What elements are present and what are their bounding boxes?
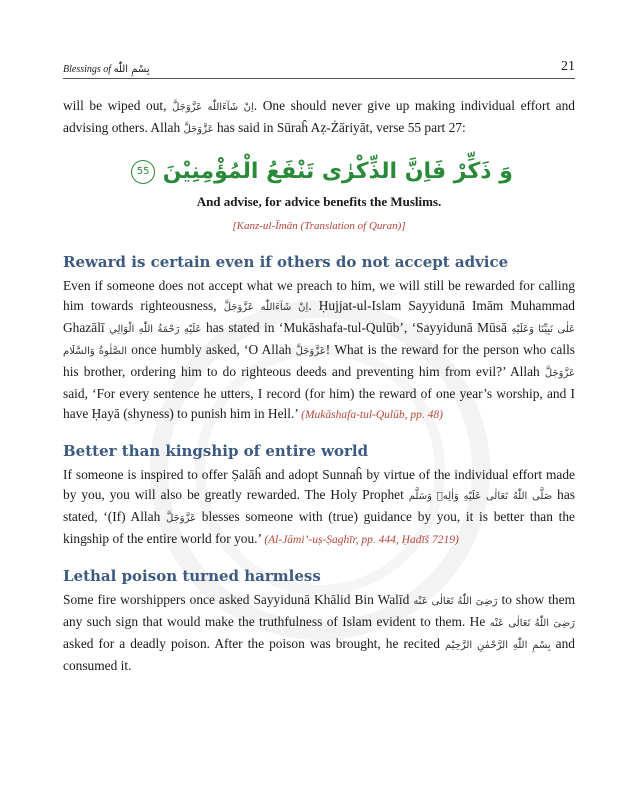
page-number: 21 [561,59,575,74]
paragraph-text: has stated in ‘Mukāshafa-tul-Qulūb’, ‘Sayyidunā Mūsā [201,320,512,335]
paragraph-arabic: بِسْمِ اللّٰهِ الرَّحْمٰنِ الرَّحِيْم [444,640,551,651]
intro-paragraph [63,96,575,140]
header-title-arabic: بِسْمِ اللّٰه [113,64,150,75]
section-heading: Reward is certain even if others do not accept advice [63,253,509,271]
paragraph-arabic: عَزَّوَجَلَّ [166,513,197,524]
paragraph-text: Even if someone does not accept what we preach to him, we will still be rewarded for calling him towards righteousness, [63,278,575,313]
paragraph-text: said, ‘For every sentence he utters, I record (for him) the reward of one year’s worship, and I have Ḥayā (shyness) to punish him in Hell.’ [63,386,575,421]
paragraph-arabic: رَضِىَ اللّٰهُ تَعَالٰى عَنْه [489,618,575,629]
header-title-text: Blessings of [63,64,112,75]
page-content [63,96,575,692]
section-paragraph [63,465,575,550]
paragraph-arabic: رَضِىَ اللّٰهُ تَعَالٰى عَنْه [413,596,498,607]
paragraph-text: to show them any such sign that would make the truthfulness of Islam evident to them. He [63,592,575,629]
intro-text-2: . One should never give up making individual effort and advising others. Allah [63,98,575,135]
header-title [63,64,150,75]
intro-text-3: has said in Sūraĥ Aẓ-Żāriyāt, verse 55 part 27: [213,120,466,135]
section-heading: Lethal poison turned harmless [63,567,321,585]
paragraph-text: ! What is the reward for the person who calls his brother, ordering him to do righteous deeds and preventing him from evil?’ Allah [63,342,575,379]
section-poison [63,566,575,676]
reference-citation: (Al-Jāmi’-uṣ-Ṣaghīr, pp. 444, Ḥadīš 7219) [264,534,459,546]
verse-translation: And advise, for advice benefits the Muslims. [196,194,442,209]
paragraph-text: Some fire worshippers once asked Sayyidunā Khālid Bin Walīd [63,592,414,607]
verse-arabic: وَ ذَكِّرْ فَاِنَّ الذِّكْرٰى تَنْفَعُ الْمُؤْمِنِيْنَ [162,159,513,184]
paragraph-text: and consumed it. [63,636,576,673]
verse-number: 55 [131,160,155,184]
reference-citation: (Mukāshafa-tul-Qulūb, pp. 48) [301,409,443,421]
paragraph-arabic: عَلٰى نَبِيِّنَا وَعَلَيْهِ الصَّلٰوةُ وَالسَّلَام [63,324,576,357]
paragraph-arabic: عَزَّوَجَلَّ [544,368,575,379]
paragraph-text: If someone is inspired to offer Ṣalāĥ and adopt Sunnaĥ by virtue of the individual effort made by you, you will also be greatly rewarded. The Holy Prophet [63,467,575,502]
paragraph-text: . Ḥujjat-ul-Islam Sayyidunā Imām Muhammad Ghazālī [63,298,575,335]
section-reward [63,252,575,425]
verse-source: [Kanz-ul-Īmān (Translation of Quran)] [232,220,406,232]
quran-verse [63,160,575,184]
section-paragraph [63,276,575,425]
paragraph-text: has stated, ‘(If) Allah [63,487,576,524]
paragraph-text: asked for a deadly poison. After the poison was brought, he recited [63,636,445,651]
paragraph-arabic: اِنْ شَآءَاللّٰه عَزَّوَجَلَّ [223,302,309,313]
intro-text-1: will be wiped out, [63,98,173,113]
intro-arabic-1: اِنْ شَآءَاللّٰه عَزَّوَجَلَّ [172,102,254,113]
page-header [63,58,575,79]
section-kingship [63,441,575,550]
paragraph-text: once humbly asked, ‘O Allah [127,342,296,357]
paragraph-arabic: عَلَيْهِ رَحْمَةُ اللّٰهِ الْوَالِي [109,324,202,335]
paragraph-text: blesses someone with (true) guidance by you, it is better than the kingship of the entire world for you.’ [63,509,575,546]
intro-arabic-2: عَزَّوَجَلَّ [183,124,214,135]
paragraph-arabic: صَلَّى اللّٰهُ تَعَالٰى عَلَيْهِ وَاٰلِهٖ وَسَلَّم [408,491,553,502]
section-paragraph [63,590,575,676]
paragraph-arabic: عَزَّوَجَلَّ [295,346,326,357]
section-heading: Better than kingship of entire world [63,442,369,460]
